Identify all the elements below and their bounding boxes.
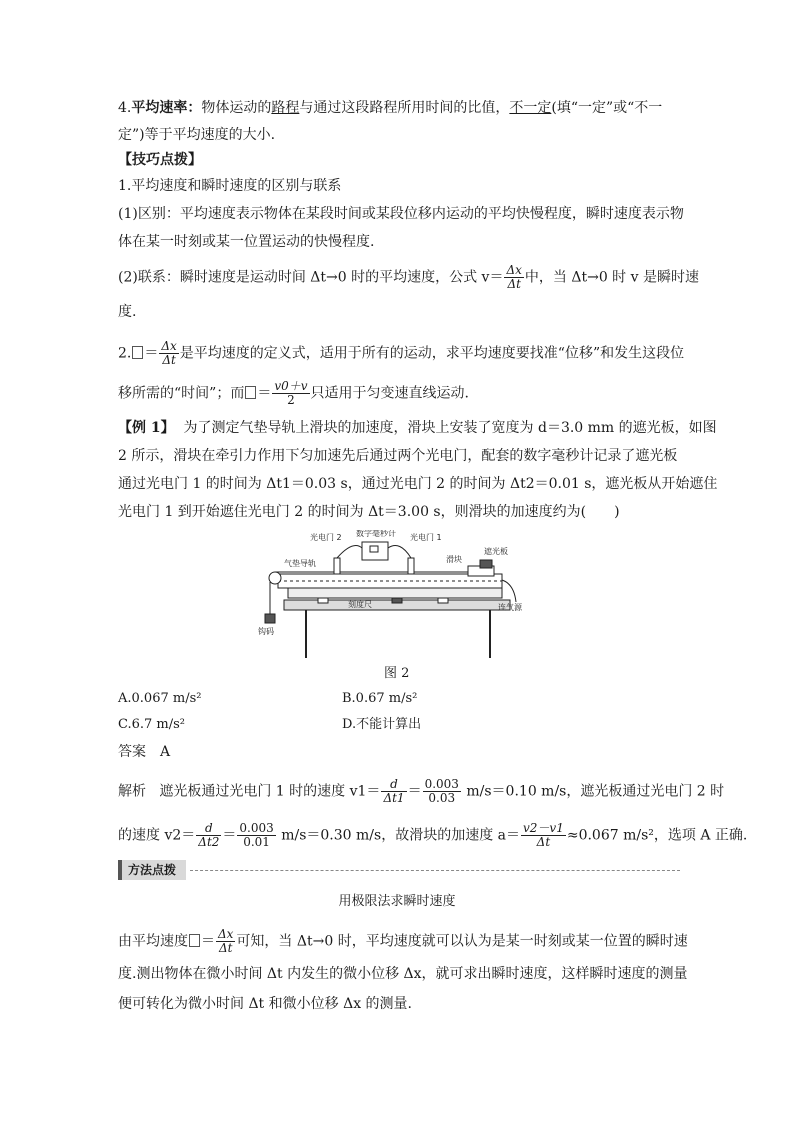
label-timer: 数字毫秒计: [356, 530, 396, 538]
equals: ＝: [407, 783, 422, 800]
method-line-2: 度.测出物体在微小时间 Δt 内发生的微小位移 Δx，就可求出瞬时速度，这样瞬时速度的测量: [118, 966, 688, 982]
option-c: C.6.7 m/s²: [118, 717, 186, 732]
text: 移所需的“时间”；而: [118, 385, 245, 402]
label-gate-1: 光电门 1: [410, 533, 442, 542]
fraction-d-dt1: [381, 778, 406, 805]
fraction-numerator: 0.003: [424, 777, 459, 791]
label-air-source: 连气源: [498, 603, 522, 612]
fraction-denominator: Δt: [162, 353, 176, 367]
label-air-rail: 气垫导轨: [284, 559, 316, 568]
example-line-1: [118, 418, 717, 438]
tip2-line-2: [118, 380, 680, 407]
method-line-3: 便可转化为微小时间 Δt 和微小位移 Δx 的测量.: [118, 996, 412, 1012]
equals: ＝: [222, 827, 237, 844]
method-tag: 方法点拨: [118, 860, 186, 880]
fraction-dx-dt: [216, 928, 235, 955]
text: m/s＝0.30 m/s，故滑块的加速度 a＝: [281, 827, 520, 844]
text: (填“一定”或“不一: [551, 100, 663, 116]
label-gate-2: 光电门 2: [310, 533, 342, 542]
fraction-numerator: Δx: [506, 263, 522, 277]
item-number: 4.: [118, 100, 132, 116]
text: 为了测定气垫导轨上滑块的加速度，滑块上安装了宽度为 d＝3.0 mm 的遮光板，如图: [183, 420, 717, 436]
equals: ＝: [144, 345, 159, 362]
text: 的速度 v2＝: [118, 827, 196, 844]
label-shade-plate: 遮光板: [484, 547, 508, 556]
fraction-d-dt2: [196, 822, 221, 849]
text: ≈0.067 m/s²，选项 A 正确.: [566, 827, 748, 844]
equals: ＝: [201, 933, 215, 950]
analysis-label: 解析: [118, 783, 146, 800]
figure-caption: 图 2: [384, 666, 410, 681]
text: 可知，当 Δt→0 时，平均速度就可以认为是某一时刻或某一位置的瞬时速: [236, 933, 688, 950]
fraction-acceleration: [521, 822, 566, 849]
fraction-numerator: Δx: [161, 339, 177, 353]
tip1-difference-2: 体在某一时刻或某一位置运动的快慢程度.: [118, 234, 375, 250]
example-line-2: 2 所示，滑块在牵引力作用下匀加速先后通过两个光电门，配套的数字毫秒计记录了遮光板: [118, 448, 678, 464]
tip1-relation-end: 度.: [118, 304, 137, 320]
fraction-numerator: Δx: [218, 927, 234, 941]
blank-path: 路程: [271, 100, 300, 116]
equals: ＝: [257, 385, 272, 402]
example-label: 【例 1】: [118, 420, 175, 436]
fraction-denominator: Δt: [218, 941, 233, 955]
fraction-numerator: 0.003: [239, 821, 274, 835]
method-title: 用极限法求瞬时速度: [338, 894, 456, 909]
tip1-relation-line: [118, 263, 699, 291]
term-average-rate: 平均速率：: [131, 100, 202, 116]
analysis-line-1: [118, 777, 725, 805]
average-rate-line-2: 定”)等于平均速度的大小.: [118, 127, 276, 143]
method-line-1: [118, 927, 688, 955]
tip1-title: 1.平均速度和瞬时速度的区别与联系: [118, 178, 342, 194]
option-d: D.不能计算出: [342, 717, 422, 732]
tip1-difference-1: (1)区别：平均速度表示物体在某段时间或某段位移内运动的平均快慢程度，瞬时速度表示物: [118, 206, 684, 222]
text: 只适用于匀变速直线运动.: [310, 385, 469, 402]
tip2-line-1: [118, 339, 685, 367]
text: 遮光板通过光电门 1 时的速度 v1＝: [159, 783, 381, 800]
text: 中，当 Δt→0 时 v 是瞬时速: [524, 269, 699, 286]
fraction-denominator: Δt: [507, 277, 521, 291]
fraction-numerator: d: [196, 822, 221, 836]
answer: 答案 A: [118, 744, 171, 760]
text: 物体运动的: [201, 100, 272, 116]
text: m/s＝0.10 m/s，遮光板通过光电门 2 时: [466, 783, 725, 800]
method-banner: [118, 860, 680, 880]
blank-not-sure: 不一定: [509, 100, 552, 116]
text: 与通过这段路程所用时间的比值，: [299, 100, 510, 116]
example-line-3: 通过光电门 1 的时间为 Δt1＝0.03 s，通过光电门 2 的时间为 Δt2＝0.01 s，遮光板从开始遮住: [118, 476, 718, 492]
fraction-denominator: 2: [287, 393, 295, 407]
fraction-dx-dt: [504, 264, 523, 291]
fraction-denominator: Δt: [536, 835, 551, 849]
example-line-4: 光电门 1 到开始遮住光电门 2 的时间为 Δt＝3.00 s，则滑块的加速度约为( ): [118, 504, 620, 520]
air-track-diagram: [258, 530, 540, 658]
fraction-v0-plus-v-over-2: [272, 380, 309, 407]
banner-divider: [190, 870, 680, 871]
option-a: A.0.067 m/s²: [118, 691, 202, 706]
fraction-denominator: 0.03: [428, 791, 456, 805]
v-bar-symbol-icon: [189, 934, 200, 947]
fraction-denominator: Δt1: [383, 791, 405, 805]
analysis-line-2: [118, 821, 748, 849]
tips-heading: 【技巧点拨】: [118, 152, 202, 168]
label-ruler: 刻度尺: [348, 600, 372, 609]
item-number: 2.: [118, 345, 132, 362]
fraction-numerator: v0＋v: [274, 379, 308, 393]
average-rate-line-1: [118, 98, 680, 118]
fraction-numerator: d: [381, 778, 406, 792]
text: 是平均速度的定义式，适用于所有的运动，求平均速度要找准“位移”和发生这段位: [179, 345, 685, 362]
text: 由平均速度: [118, 933, 188, 950]
fraction-denominator: Δt2: [198, 835, 220, 849]
fraction-denominator: 0.01: [243, 835, 270, 849]
fraction-value-2: [237, 822, 275, 849]
v-bar-symbol-icon: [245, 386, 256, 399]
v-bar-symbol-icon: [132, 346, 143, 359]
fraction-dx-dt: [159, 340, 178, 367]
fraction-value-1: [423, 778, 461, 805]
label-slider: 滑块: [446, 555, 462, 564]
label-weight: 钩码: [258, 627, 274, 636]
option-b: B.0.67 m/s²: [342, 691, 418, 706]
fraction-numerator: v2－v1: [523, 821, 564, 835]
text: (2)联系：瞬时速度是运动时间 Δt→0 时的平均速度，公式 v＝: [118, 269, 504, 286]
